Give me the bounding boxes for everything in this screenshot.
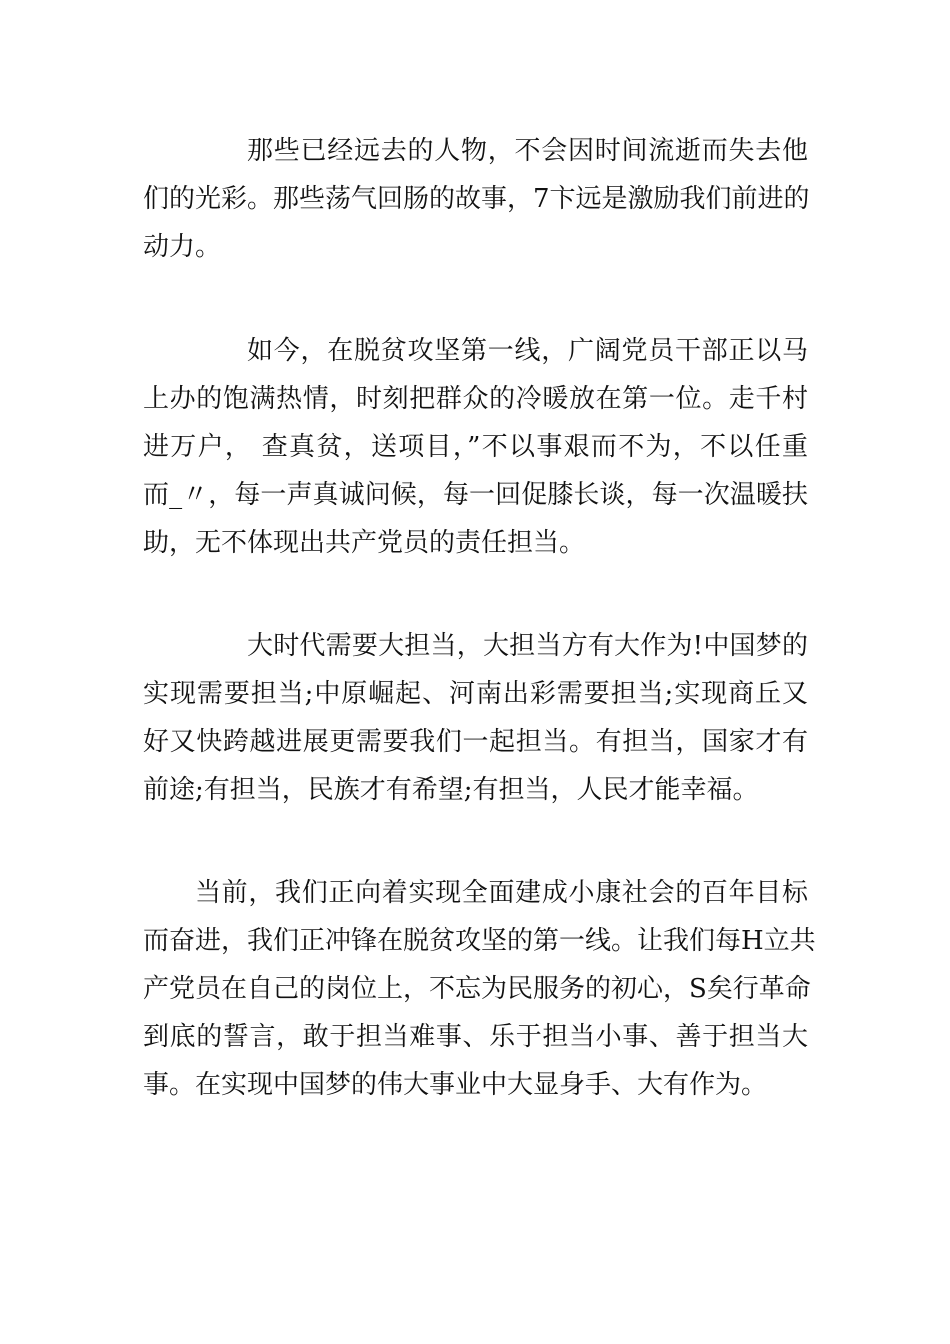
paragraph-line: 产党员在自己的岗位上，不忘为民服务的初心，S矣行革命 <box>143 974 811 1004</box>
paragraph-line: 实现需要担当;中原崛起、河南出彩需要担当;实现商丘又 <box>143 679 808 709</box>
paragraph-line: 如今，在脱贫攻坚第一线，广阔党员干部正以马 <box>247 336 808 366</box>
paragraph-line: 而_〃，每一声真诚问候，每一回促膝长谈，每一次温暖扶 <box>143 480 808 510</box>
paragraph-line: 当前，我们正向着实现全面建成小康社会的百年目标 <box>195 878 808 908</box>
paragraph-line: 而奋进，我们正冲锋在脱贫攻坚的第一线。让我们每H立共 <box>143 926 816 956</box>
paragraph-line: 动力。 <box>143 232 222 262</box>
paragraph-3 <box>143 622 808 814</box>
paragraph-line: 大时代需要大担当，大担当方有大作为!中国梦的 <box>247 631 808 661</box>
paragraph-line: 助，无不体现出共产党员的责任担当。 <box>143 528 586 558</box>
paragraph-line: 前途;有担当，民族才有希望;有担当，人民才能幸福。 <box>143 775 759 805</box>
paragraph-4 <box>143 869 816 1109</box>
paragraph-line: 上办的饱满热情，时刻把群众的冷暖放在第一位。走千村 <box>143 384 808 414</box>
paragraph-line: 事。在实现中国梦的伟大事业中大显身手、大有作为。 <box>143 1070 768 1100</box>
paragraph-line: 进万户， 查真贫，送项目，”不以事艰而不为，不以任重 <box>143 432 808 462</box>
paragraph-line: 到底的誓言，敢于担当难事、乐于担当小事、善于担当大 <box>143 1022 808 1052</box>
paragraph-line: 们的光彩。那些荡气回肠的故事，7卞远是激励我们前进的 <box>143 184 810 214</box>
paragraph-1 <box>143 127 808 271</box>
paragraph-line: 那些已经远去的人物，不会因时间流逝而失去他 <box>247 136 808 166</box>
paragraph-2 <box>143 327 808 567</box>
paragraph-line: 好又快跨越进展更需要我们一起担当。有担当，国家才有 <box>143 727 808 757</box>
